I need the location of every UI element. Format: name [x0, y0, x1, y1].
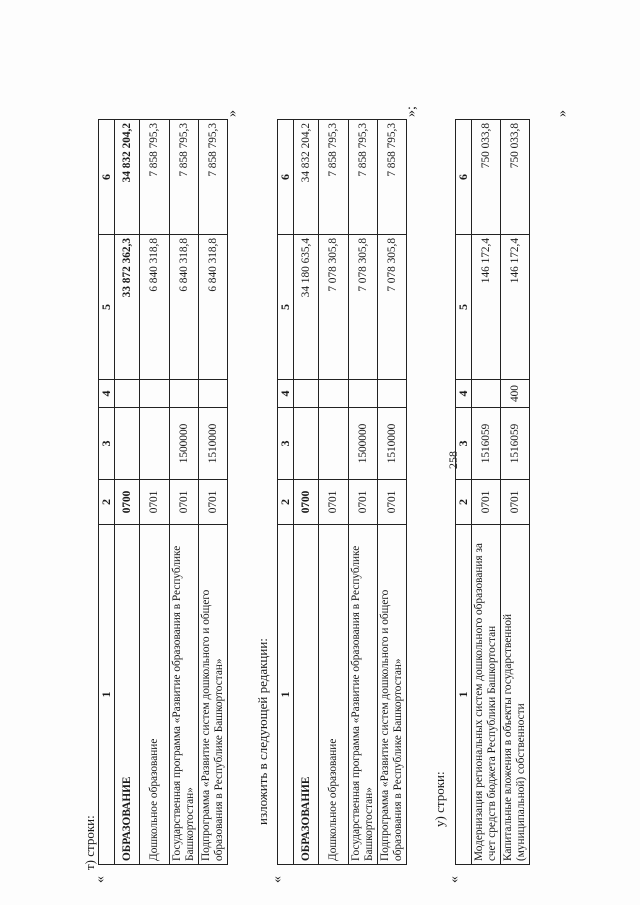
target-code: 1500000 — [170, 408, 199, 480]
section-code: 0701 — [319, 480, 349, 525]
target-code: 1510000 — [199, 408, 228, 480]
table-row — [378, 120, 407, 865]
section-3-close-quote: » — [555, 110, 570, 117]
table-row — [170, 120, 199, 865]
section-1-table — [98, 119, 228, 865]
header-cell: 2 — [99, 480, 115, 525]
target-code: 1516059 — [501, 408, 530, 480]
table-row — [199, 120, 228, 865]
section-2-open-quote: « — [270, 876, 285, 883]
section-code: 0700 — [294, 480, 319, 525]
target-code — [294, 408, 319, 480]
header-cell: 5 — [278, 235, 294, 380]
header-cell: 3 — [456, 408, 472, 480]
amount-col5: 6 840 318,8 — [170, 235, 199, 380]
section-1-close-quote: » — [225, 110, 240, 117]
header-cell: 3 — [99, 408, 115, 480]
expense-type — [294, 380, 319, 408]
expense-type — [349, 380, 378, 408]
expense-type — [472, 380, 501, 408]
amount-col5: 146 172,4 — [501, 235, 530, 380]
header-cell: 1 — [99, 525, 115, 865]
table-row — [294, 120, 319, 865]
target-code — [140, 408, 170, 480]
header-cell: 1 — [456, 525, 472, 865]
page-number: 258 — [446, 451, 460, 469]
section-code: 0700 — [115, 480, 140, 525]
row-name: Капитальные вложения в объекты государственной (муниципальной) собственности — [501, 525, 530, 865]
expense-type — [378, 380, 407, 408]
header-cell: 2 — [278, 480, 294, 525]
row-name: Государственная программа «Развитие образования в Республике Башкортостан» — [170, 525, 199, 865]
row-name: Подпрограмма «Развитие систем дошкольного и общего образования в Республике Башкортостан» — [199, 525, 228, 865]
amount-col6: 34 832 204,2 — [294, 120, 319, 235]
section-code: 0701 — [349, 480, 378, 525]
table-row — [140, 120, 170, 865]
header-cell: 6 — [456, 120, 472, 235]
section-2-table — [277, 119, 407, 865]
section-2-close-quote: »; — [404, 106, 419, 117]
amount-col5: 33 872 362,3 — [115, 235, 140, 380]
table-row — [115, 120, 140, 865]
amount-col6: 7 858 795,3 — [170, 120, 199, 235]
table-row — [501, 120, 530, 865]
expense-type — [199, 380, 228, 408]
table-row — [349, 120, 378, 865]
amount-col6: 7 858 795,3 — [378, 120, 407, 235]
expense-type — [115, 380, 140, 408]
header-cell: 5 — [456, 235, 472, 380]
header-cell: 2 — [456, 480, 472, 525]
expense-type: 400 — [501, 380, 530, 408]
section-2-caption: изложить в следующей редакции: — [255, 638, 270, 825]
section-3-open-quote: « — [447, 876, 462, 883]
section-code: 0701 — [472, 480, 501, 525]
expense-type — [170, 380, 199, 408]
amount-col6: 750 033,8 — [472, 120, 501, 235]
row-name: Дошкольное образование — [319, 525, 349, 865]
section-3-caption: у) строки: — [432, 771, 447, 827]
row-name: Государственная программа «Развитие образования в Республике Башкортостан» — [349, 525, 378, 865]
header-cell: 4 — [278, 380, 294, 408]
amount-col5: 7 078 305,8 — [349, 235, 378, 380]
target-code — [115, 408, 140, 480]
amount-col5: 146 172,4 — [472, 235, 501, 380]
amount-col5: 7 078 305,8 — [319, 235, 349, 380]
amount-col6: 34 832 204,2 — [115, 120, 140, 235]
target-code: 1516059 — [472, 408, 501, 480]
amount-col6: 7 858 795,3 — [349, 120, 378, 235]
header-cell: 3 — [278, 408, 294, 480]
row-name: Подпрограмма «Развитие систем дошкольного и общего образования в Республике Башкортостан» — [378, 525, 407, 865]
target-code — [319, 408, 349, 480]
amount-col6: 7 858 795,3 — [140, 120, 170, 235]
row-name: ОБРАЗОВАНИЕ — [115, 525, 140, 865]
target-code: 1500000 — [349, 408, 378, 480]
row-name: ОБРАЗОВАНИЕ — [294, 525, 319, 865]
header-cell: 1 — [278, 525, 294, 865]
section-1-caption: т) строки: — [82, 815, 97, 870]
amount-col6: 7 858 795,3 — [319, 120, 349, 235]
table-row — [472, 120, 501, 865]
section-code: 0701 — [140, 480, 170, 525]
header-cell: 6 — [278, 120, 294, 235]
amount-col5: 34 180 635,4 — [294, 235, 319, 380]
header-cell: 4 — [456, 380, 472, 408]
section-code: 0701 — [170, 480, 199, 525]
table-header-row — [456, 120, 472, 865]
expense-type — [140, 380, 170, 408]
table-header-row — [278, 120, 294, 865]
amount-col5: 6 840 318,8 — [199, 235, 228, 380]
section-code: 0701 — [501, 480, 530, 525]
expense-type — [319, 380, 349, 408]
row-name: Дошкольное образование — [140, 525, 170, 865]
amount-col6: 750 033,8 — [501, 120, 530, 235]
section-code: 0701 — [199, 480, 228, 525]
row-name: Модернизация региональных систем дошкольного образования за счет средств бюджета Республики Башкортостан — [472, 525, 501, 865]
section-3-table — [455, 119, 530, 865]
table-row — [319, 120, 349, 865]
table-header-row — [99, 120, 115, 865]
section-code: 0701 — [378, 480, 407, 525]
target-code: 1510000 — [378, 408, 407, 480]
amount-col6: 7 858 795,3 — [199, 120, 228, 235]
header-cell: 6 — [99, 120, 115, 235]
section-1-open-quote: « — [93, 876, 108, 883]
amount-col5: 7 078 305,8 — [378, 235, 407, 380]
amount-col5: 6 840 318,8 — [140, 235, 170, 380]
header-cell: 5 — [99, 235, 115, 380]
header-cell: 4 — [99, 380, 115, 408]
